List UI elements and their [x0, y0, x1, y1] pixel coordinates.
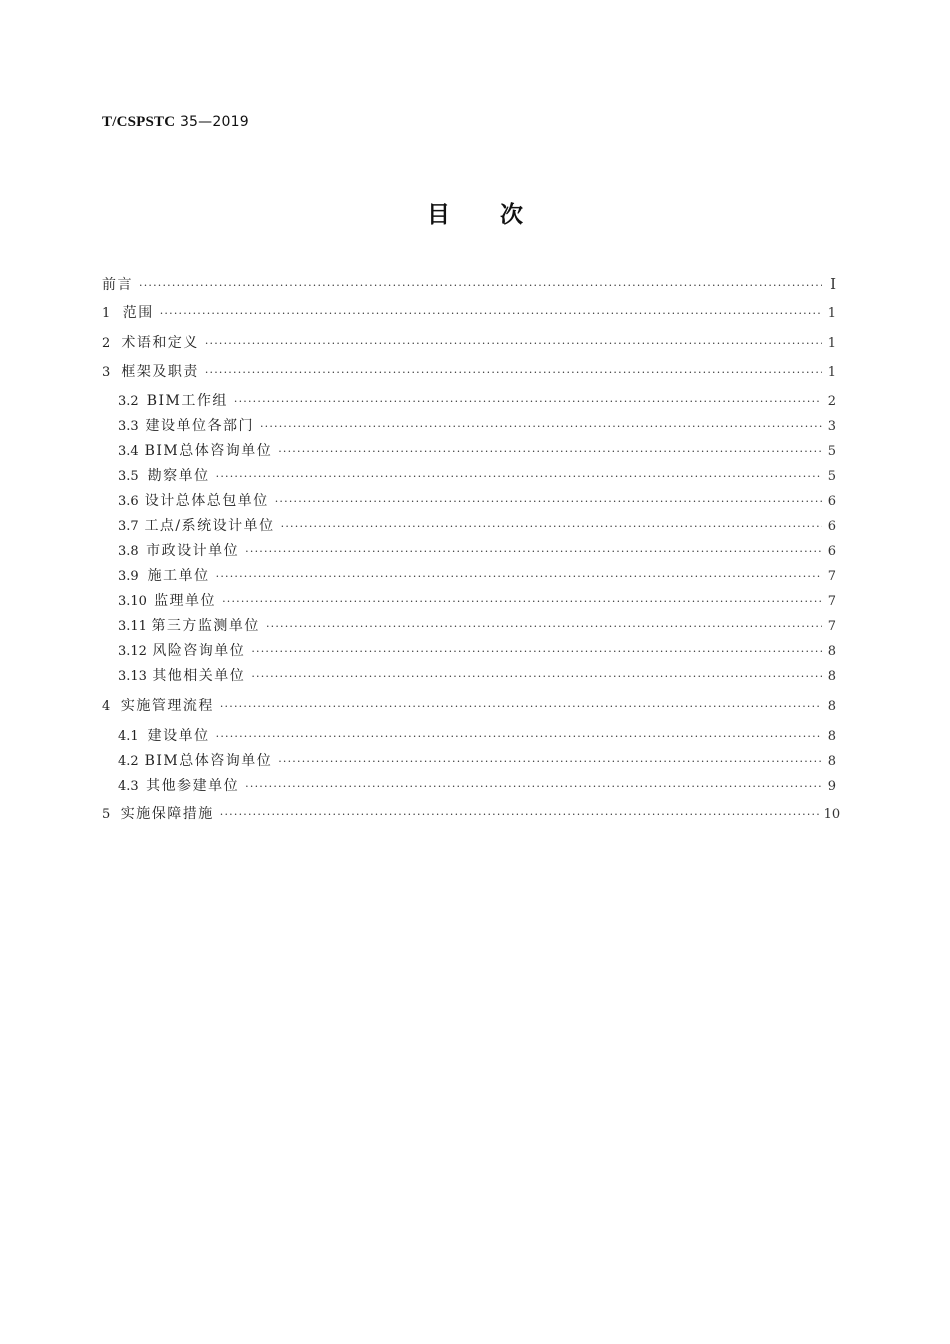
toc-leader-dots	[222, 592, 822, 612]
toc-entry[interactable]	[118, 516, 836, 536]
toc-entry-page-number: 1	[827, 365, 836, 380]
toc-entry-page-number: 3	[827, 419, 836, 434]
standard-number	[102, 114, 249, 131]
toc-entry-label: 设计总体总包单位	[144, 493, 269, 509]
toc-entry-number: 3.12	[118, 644, 147, 659]
toc-entry-page-number: 9	[827, 779, 836, 794]
toc-leader-dots	[220, 805, 820, 825]
toc-leader-dots	[234, 392, 822, 412]
toc-leader-dots	[245, 542, 822, 562]
toc-entry[interactable]	[118, 391, 836, 411]
toc-entry[interactable]	[118, 726, 836, 746]
toc-entry-label: 建设单位	[147, 728, 210, 744]
toc-entry-number: 3.3	[118, 419, 139, 434]
toc-entry[interactable]	[102, 804, 841, 824]
toc-entry-page-number: 7	[827, 619, 836, 634]
toc-entry-label: 其他相关单位	[152, 668, 246, 684]
toc-leader-dots	[205, 334, 822, 354]
toc-entry[interactable]	[102, 303, 836, 323]
toc-entry-number: 3.2	[118, 394, 139, 409]
toc-entry-page-number: 8	[827, 699, 836, 714]
toc-entry-page-number: 10	[823, 807, 841, 822]
toc-entry-label: 建设单位各部门	[145, 418, 254, 434]
toc-entry-label: 施工单位	[147, 568, 210, 584]
toc-entry[interactable]	[102, 274, 836, 294]
toc-entry-page-number: 8	[827, 754, 836, 769]
toc-entry-page-number: 8	[827, 669, 836, 684]
toc-entry-label: 前言	[102, 277, 133, 293]
toc-entry-number: 3.6	[118, 494, 139, 509]
toc-entry[interactable]	[102, 696, 836, 716]
toc-entry[interactable]	[118, 441, 836, 461]
toc-entry-number: 3.8	[118, 544, 139, 559]
toc-entry[interactable]	[118, 591, 836, 611]
toc-entry-label: BIM总体咨询单位	[144, 443, 273, 459]
toc-entry[interactable]	[118, 616, 836, 636]
toc-title: 目次	[427, 202, 573, 228]
toc-entry-number: 4.3	[118, 779, 139, 794]
toc-entry[interactable]	[118, 541, 836, 561]
toc-entry-page-number: 1	[827, 306, 836, 321]
toc-entry[interactable]	[118, 566, 836, 586]
toc-entry-label: 实施管理流程	[120, 698, 214, 714]
toc-entry[interactable]	[102, 333, 836, 353]
toc-entry-page-number: 6	[827, 544, 836, 559]
standard-suffix: 35—2019	[179, 114, 249, 130]
toc-entry-number: 3.9	[118, 569, 139, 584]
toc-entry-label: 术语和定义	[121, 335, 199, 351]
toc-leader-dots	[281, 517, 822, 537]
toc-entry-label: 勘察单位	[147, 468, 210, 484]
toc-leader-dots	[139, 276, 822, 296]
toc-entry[interactable]	[118, 776, 836, 796]
toc-leader-dots	[245, 777, 822, 797]
toc-entry-page-number: 8	[827, 729, 836, 744]
toc-entry-number: 3.5	[118, 469, 139, 484]
toc-entry[interactable]	[118, 641, 836, 661]
toc-entry[interactable]	[118, 416, 836, 436]
toc-entry-label: 框架及职责	[121, 364, 199, 380]
toc-entry-page-number: Ⅰ	[830, 275, 836, 293]
toc-entry-number: 1	[102, 306, 111, 321]
toc-entry-number: 3.13	[118, 669, 147, 684]
toc-entry-number: 5	[102, 807, 111, 822]
toc-entry-label: 监理单位	[154, 593, 217, 609]
toc-entry-number: 3.7	[118, 519, 139, 534]
toc-entry-number: 3	[102, 365, 111, 380]
toc-entry-page-number: 8	[827, 644, 836, 659]
toc-entry[interactable]	[118, 491, 836, 511]
toc-leader-dots	[266, 617, 822, 637]
toc-leader-dots	[278, 442, 822, 462]
toc-entry-page-number: 5	[827, 444, 836, 459]
toc-entry-label: 风险咨询单位	[152, 643, 246, 659]
toc-entry-page-number: 2	[827, 394, 836, 409]
toc-leader-dots	[251, 642, 822, 662]
toc-entry[interactable]	[102, 362, 836, 382]
toc-entry[interactable]	[118, 666, 836, 686]
toc-leader-dots	[275, 492, 822, 512]
toc-entry[interactable]	[118, 751, 836, 771]
toc-entry-label: 市政设计单位	[146, 543, 240, 559]
toc-entry-label: BIM总体咨询单位	[144, 753, 273, 769]
toc-entry-label: 实施保障措施	[120, 806, 214, 822]
toc-entry-page-number: 6	[827, 519, 836, 534]
toc-entry-number: 4.1	[118, 729, 139, 744]
toc-entry-number: 2	[102, 336, 111, 351]
toc-entry-page-number: 7	[827, 594, 836, 609]
toc-leader-dots	[216, 467, 822, 487]
toc-leader-dots	[251, 667, 822, 687]
toc-leader-dots	[216, 567, 822, 587]
toc-leader-dots	[220, 697, 822, 717]
toc-leader-dots	[160, 304, 822, 324]
toc-entry-label: 工点/系统设计单位	[144, 518, 275, 534]
standard-prefix: T/CSPSTC	[102, 114, 176, 130]
toc-entry-page-number: 1	[827, 336, 836, 351]
toc-entry-number: 4	[102, 699, 111, 714]
toc-entry-number: 3.4	[118, 444, 139, 459]
toc-entry[interactable]	[118, 466, 836, 486]
toc-leader-dots	[205, 363, 822, 383]
toc-entry-number: 4.2	[118, 754, 139, 769]
toc-leader-dots	[260, 417, 822, 437]
toc-entry-page-number: 7	[827, 569, 836, 584]
toc-entry-label: 其他参建单位	[146, 778, 240, 794]
toc-entry-label: 第三方监测单位	[151, 618, 260, 634]
toc-entry-label: 范围	[122, 305, 154, 321]
toc-leader-dots	[216, 727, 822, 747]
toc-leader-dots	[278, 752, 822, 772]
toc-entry-page-number: 6	[827, 494, 836, 509]
toc-entry-number: 3.10	[118, 594, 147, 609]
toc-entry-page-number: 5	[827, 469, 836, 484]
toc-entry-label: BIM工作组	[146, 393, 228, 409]
toc-entry-number: 3.11	[118, 619, 147, 634]
